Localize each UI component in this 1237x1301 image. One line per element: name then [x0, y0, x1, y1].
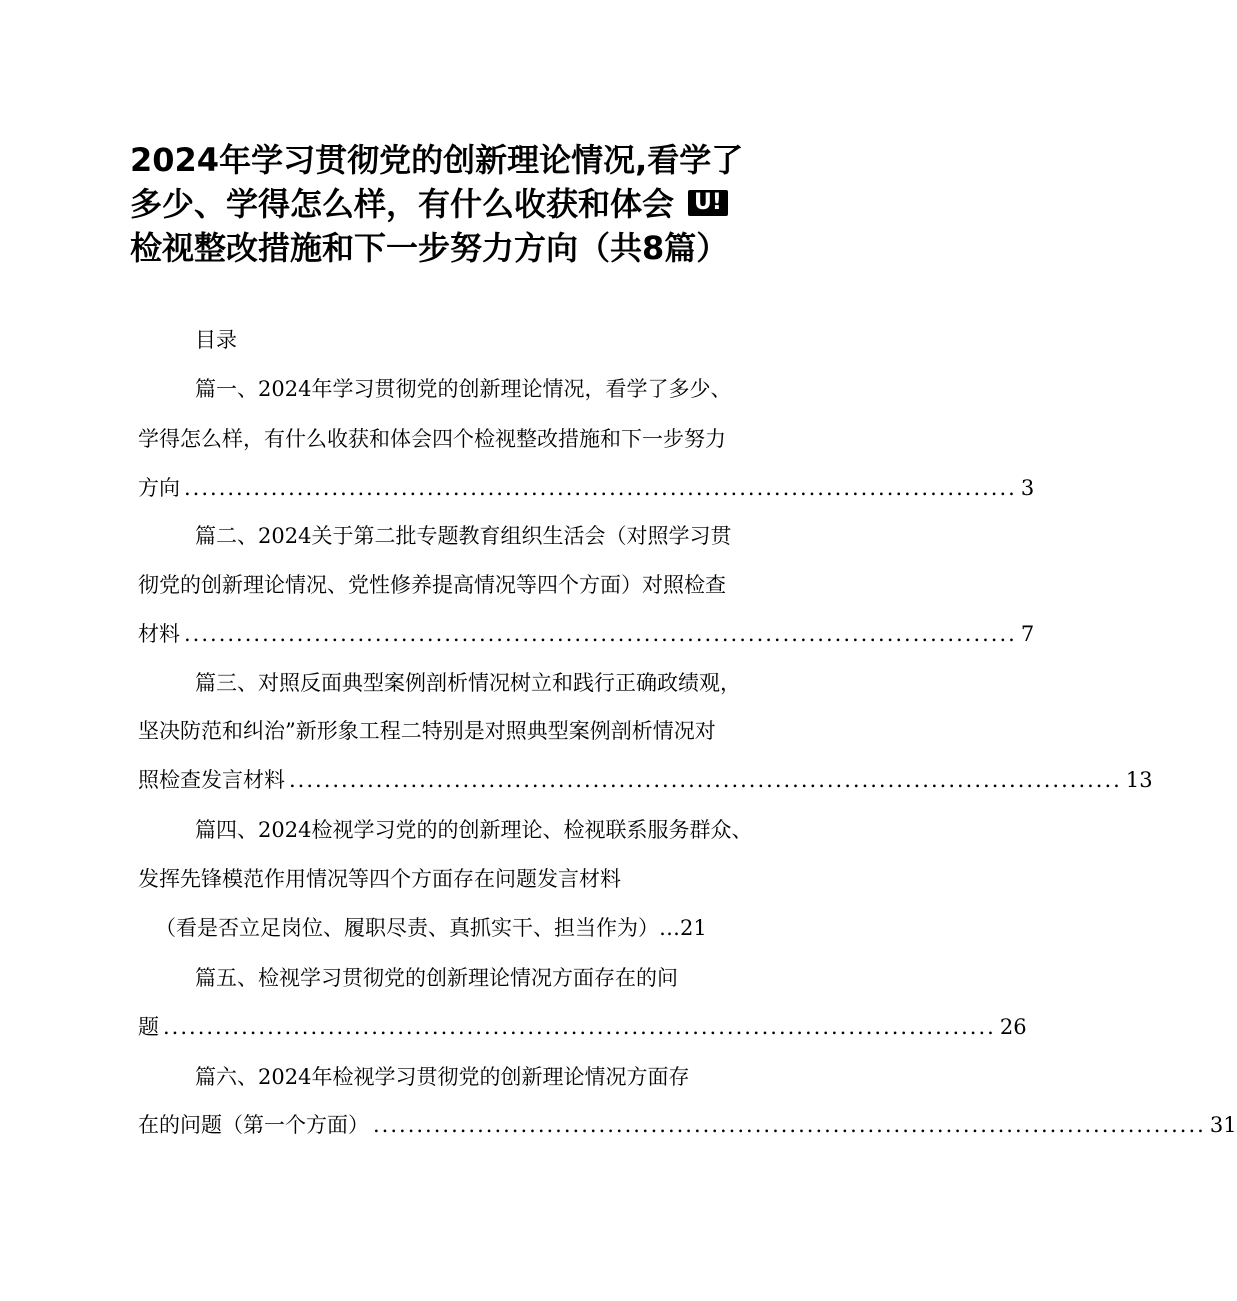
- toc-entry-2-page: 7: [1020, 622, 1035, 646]
- toc-entry-2-line-1: 篇二、2024关于第二批专题教育组织生活会（对照学习贯: [195, 524, 732, 548]
- toc-entry-1-page: 3: [1020, 476, 1035, 500]
- toc-entry-6-leader: [138, 1110, 1237, 1140]
- toc-entry-3-page: 13: [1125, 768, 1153, 792]
- toc-entry-3-line-1: 篇三、对照反面典型案例剖析情况树立和践行正确政绩观，: [195, 671, 741, 695]
- document-title: [130, 138, 790, 270]
- toc-entry-4-last: （看是否立足岗位、履职尽责、真抓实干、担当作为）…: [155, 916, 680, 940]
- toc-entry-1-line-2: 学得怎么样，有什么收获和体会四个检视整改措施和下一步努力: [138, 427, 726, 451]
- leader-dots: ................................................................................................: [184, 622, 1017, 646]
- toc-entry-3-last: 照检查发言材料: [138, 768, 285, 792]
- toc-entry-1-last: 方向: [138, 476, 180, 500]
- toc-entry-2-last: 材料: [138, 622, 180, 646]
- toc-entry-1-leader: [138, 473, 1035, 503]
- toc-entry-4-line-2: 发挥先锋模范作用情况等四个方面存在问题发言材料: [138, 867, 621, 891]
- title-line-2-text: 多少、学得怎么样，有什么收获和体会: [130, 185, 675, 223]
- toc-entry-3-line-2: 坚决防范和纠治”新形象工程二特别是对照典型案例剖析情况对: [138, 719, 716, 743]
- title-badge: U!: [688, 190, 728, 216]
- toc-entry-6-page: 31: [1209, 1113, 1237, 1137]
- toc-entry-6-last: 在的问题（第一个方面）: [138, 1113, 369, 1137]
- toc-entry-5-leader: [138, 1012, 1027, 1042]
- leader-dots: ................................................................................................: [163, 1015, 996, 1039]
- toc-entry-2-line-2: 彻党的创新理论情况、党性修养提高情况等四个方面）对照检查: [138, 573, 726, 597]
- toc-entry-4-page: 21: [680, 916, 707, 940]
- leader-dots: ................................................................................................: [373, 1113, 1206, 1137]
- title-line-3: 检视整改措施和下一步努力方向（共8篇）: [130, 229, 729, 267]
- toc-entry-2-leader: [138, 619, 1035, 649]
- toc-entry-6-line-1: 篇六、2024年检视学习贯彻党的创新理论情况方面存: [195, 1065, 690, 1089]
- leader-dots: ................................................................................................: [289, 768, 1122, 792]
- toc-entry-4-leader: [155, 913, 780, 943]
- leader-dots: ................................................................................................: [184, 476, 1017, 500]
- toc-entry-1-line-1: 篇一、2024年学习贯彻党的创新理论情况，看学了多少、: [195, 377, 732, 401]
- toc-heading: 目录: [195, 328, 237, 352]
- toc-entry-5-line-1: 篇五、检视学习贯彻党的创新理论情况方面存在的问: [195, 966, 678, 990]
- toc-entry-5-page: 26: [999, 1015, 1027, 1039]
- toc-entry-4-line-1: 篇四、2024检视学习党的的创新理论、检视联系服务群众、: [195, 818, 753, 842]
- title-line-2: [130, 182, 790, 226]
- toc-entry-5-last: 题: [138, 1015, 159, 1039]
- title-line-1: 2024年学习贯彻党的创新理论情况,看学了: [130, 141, 744, 179]
- toc-entry-3-leader: [138, 765, 1153, 795]
